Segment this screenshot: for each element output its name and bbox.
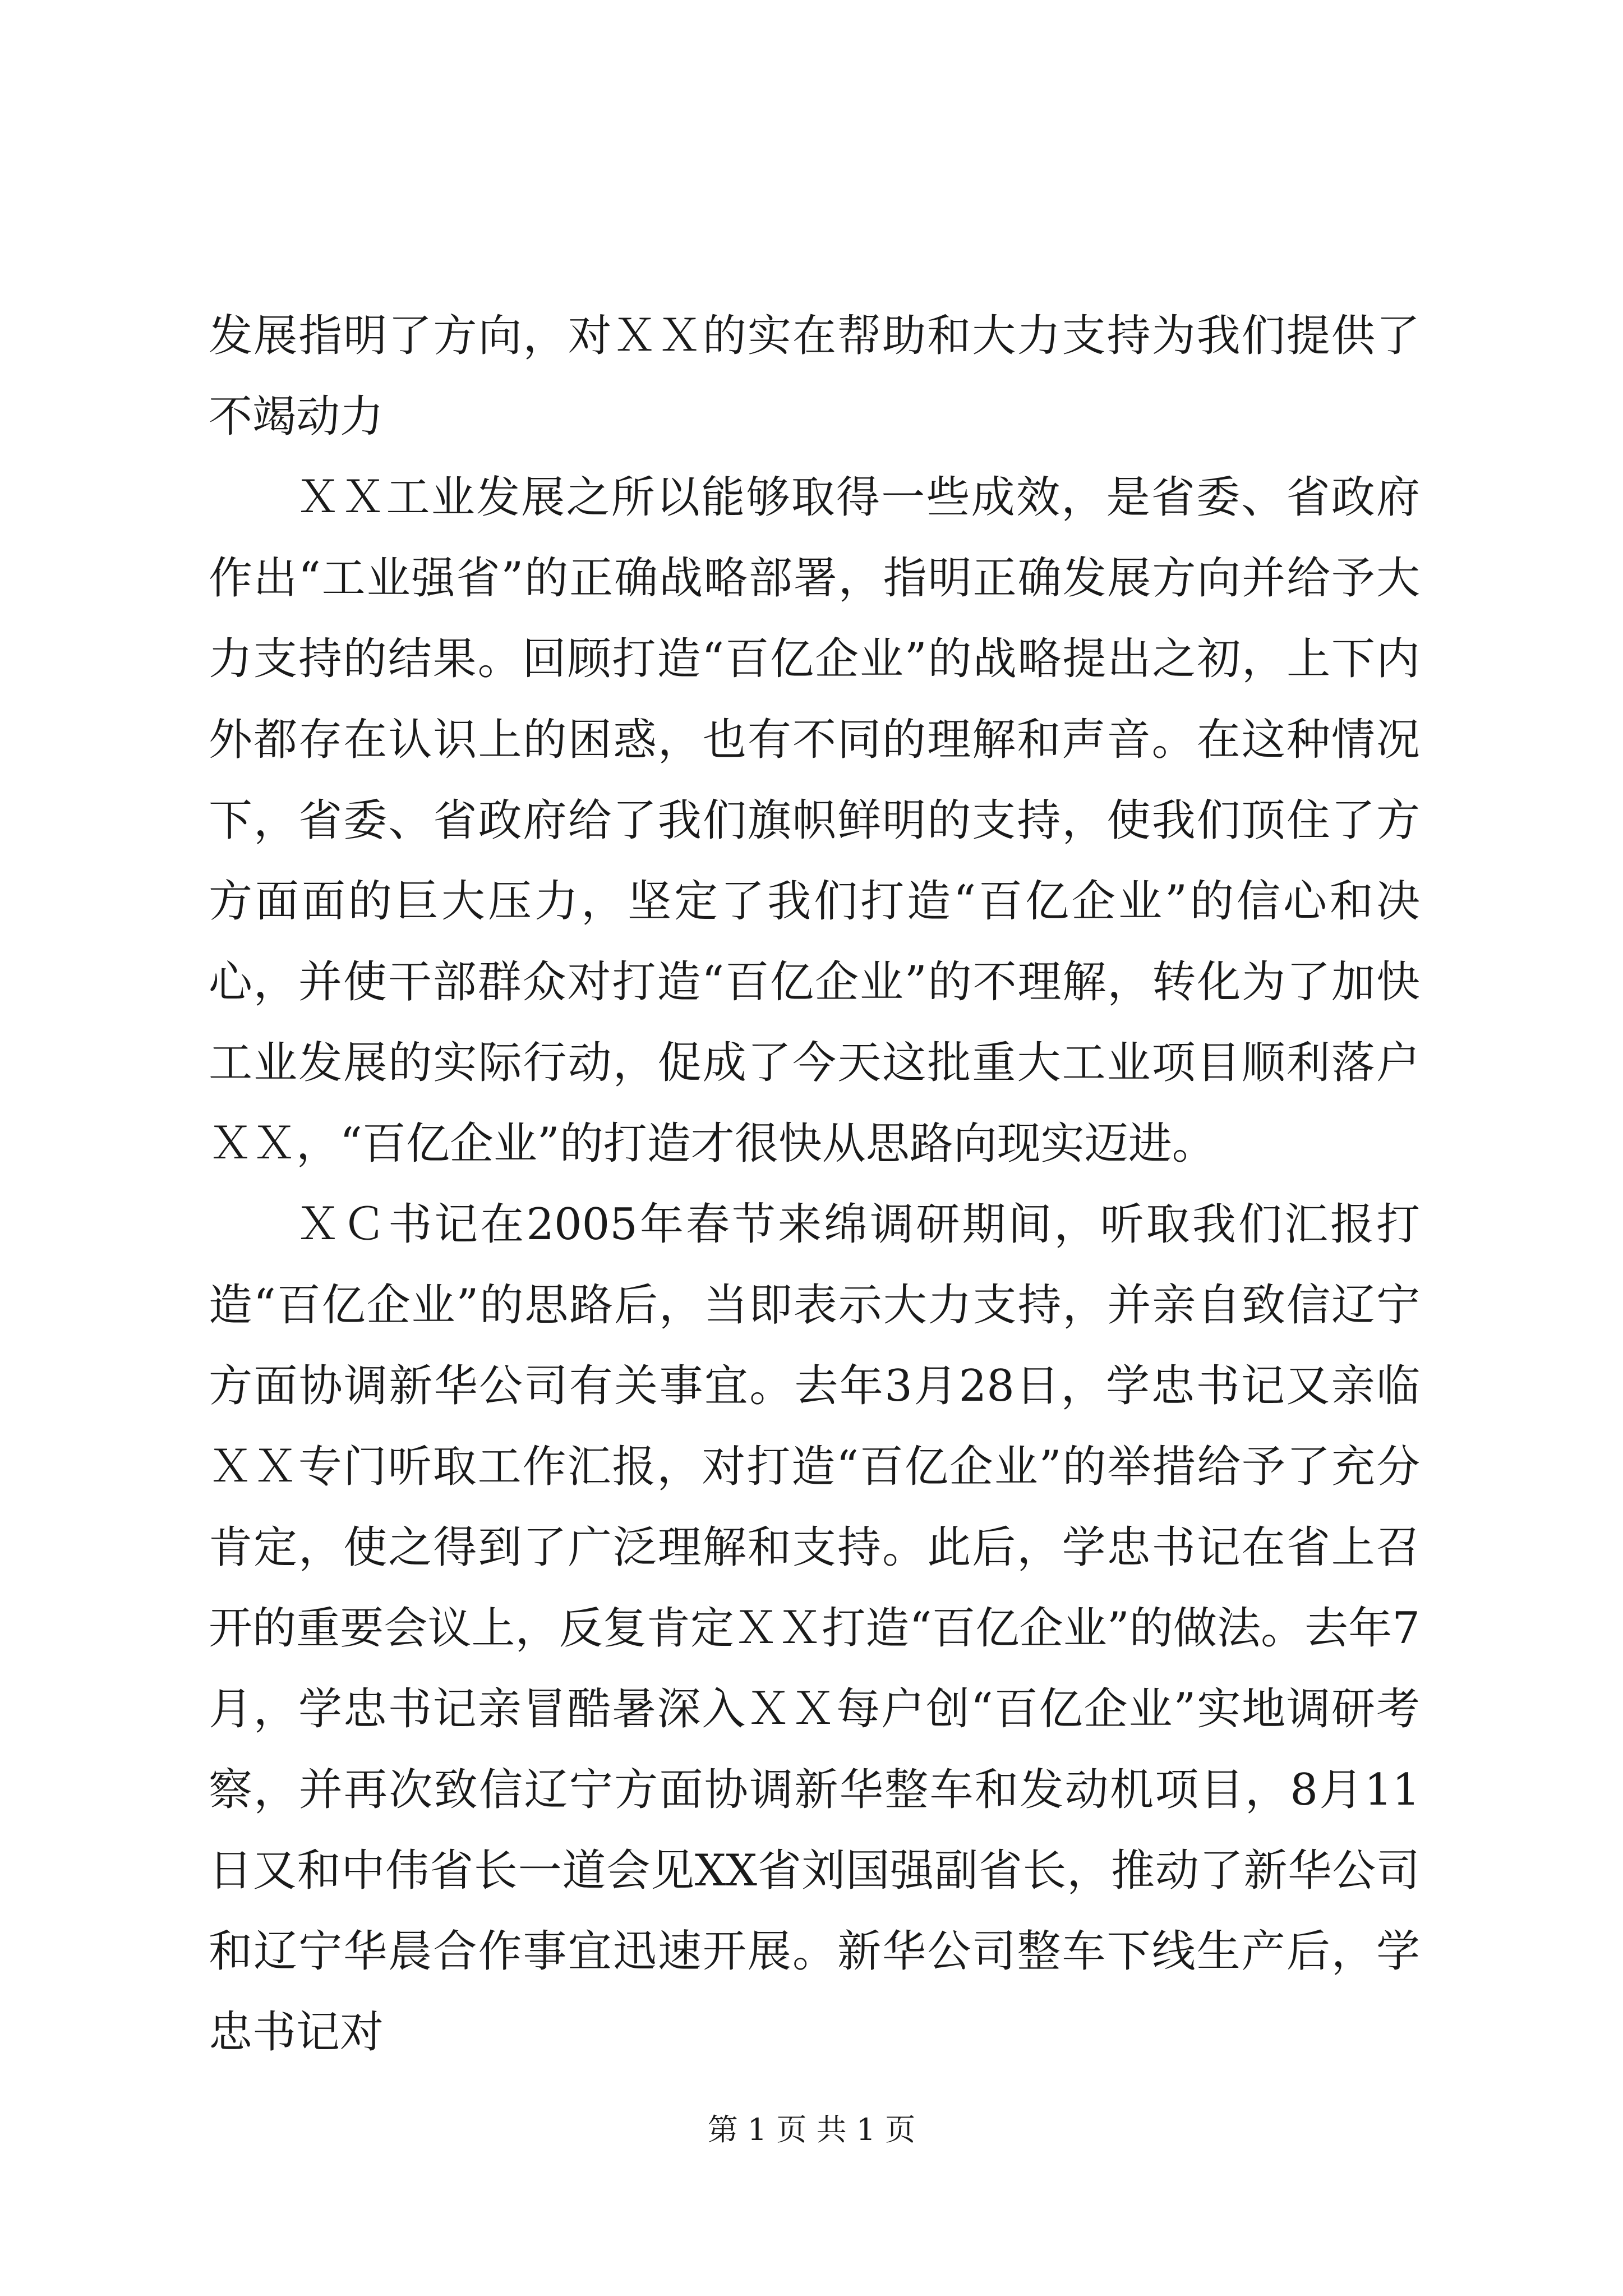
- page-number-footer: 第 1 页 共 1 页: [707, 2112, 916, 2147]
- paragraph-continuation: 发展指明了方向，对ＸＸ的实在帮助和大力支持为我们提供了不竭动力: [209, 311, 1420, 442]
- document-body: [209, 296, 1420, 2073]
- paragraph-industry-development: ＸＸ工业发展之所以能够取得一些成效，是省委、省政府作出“工业强省”的正确战略部署，指明正确发展方向并给予大力支持的结果。回顾打造“百亿企业”的战略提出之初，上下内外都存在认识上的困惑，也有不同的理解和声音。在这种情况下，省委、省政府给了我们旗帜鲜明的支持，使我们顶住了方方面面的巨大压力，坚定了我们打造“百亿企业”的信心和决心，并使干部群众对打造“百亿企业”的不理解，转化为了加快工业发展的实际行动，促成了今天这批重大工业项目顺利落户ＸＸ，“百亿企业”的打造才很快从思路向现实迈进。: [209, 472, 1420, 1169]
- paragraph-secretary-support: ＸＣ书记在2005年春节来绵调研期间，听取我们汇报打造“百亿企业”的思路后，当即表示大力支持，并亲自致信辽宁方面协调新华公司有关事宜。去年3月28日，学忠书记又亲临ＸＸ专门听取工作汇报，对打造“百亿企业”的举措给予了充分肯定，使之得到了广泛理解和支持。此后，学忠书记在省上召开的重要会议上，反复肯定ＸＸ打造“百亿企业”的做法。去年7月，学忠书记亲冒酷暑深入ＸＸ每户创“百亿企业”实地调研考察，并再次致信辽宁方面协调新华整车和发动机项目，8月11日又和中伟省长一道会见XX省刘国强副省长，推动了新华公司和辽宁华晨合作事宜迅速开展。新华公司整车下线生产后，学忠书记对: [209, 1199, 1420, 2058]
